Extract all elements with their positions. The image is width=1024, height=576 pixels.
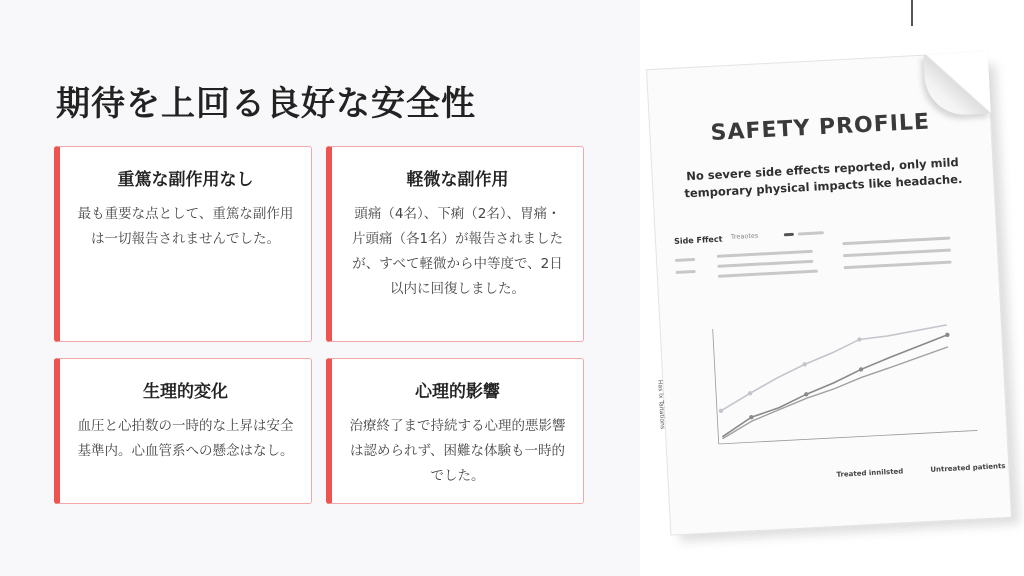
text-placeholder-line xyxy=(798,231,824,235)
card-title: 心理的影響 xyxy=(415,382,500,402)
text-placeholder-line xyxy=(784,233,794,237)
card-psychological-effects xyxy=(326,358,584,504)
card-body: 頭痛（4名）、下痢（2名）、胃痛・片頭痛（各1名）が報告されましたが、すべて軽微から中等度で、2日以内に回復しました。 xyxy=(351,206,564,297)
document-treated-label: Treaotes xyxy=(730,231,759,242)
card-body: 血圧と心拍数の一時的な上昇は安全基準内。心血管系への懸念はなし。 xyxy=(77,418,294,459)
document-side-effect-label: Side Fffect xyxy=(673,234,723,247)
safety-profile-document-illustration xyxy=(650,55,1024,545)
hanger-line xyxy=(911,0,913,26)
page-curl xyxy=(924,51,991,116)
chart-y-axis-label: Has Ix Taitations xyxy=(656,379,666,430)
chart-series-line xyxy=(718,347,952,439)
chart-legend-treated: Treated innilsted xyxy=(836,467,904,479)
text-placeholder-line xyxy=(675,258,695,262)
text-placeholder-line xyxy=(718,270,818,278)
card-title: 重篤な副作用なし xyxy=(117,170,254,190)
chart-axis-y xyxy=(713,329,719,444)
document-title: SAFETY PROFILE xyxy=(710,109,931,146)
text-placeholder-line xyxy=(843,249,951,258)
card-title: 軽微な副作用 xyxy=(406,170,509,190)
chart-axis-x xyxy=(719,430,978,444)
text-placeholder-line xyxy=(844,261,952,270)
text-placeholder-line xyxy=(676,270,696,274)
card-title: 生理的変化 xyxy=(143,382,228,402)
text-placeholder-line xyxy=(842,237,950,246)
slide-title: 期待を上回る良好な安全性 xyxy=(56,84,476,124)
text-placeholder-line xyxy=(717,260,813,268)
card-body: 最も重要な点として、重篤な副作用は一切報告されませんでした。 xyxy=(77,206,294,247)
document-subtitle: No severe side effects reported, only mild temporary physical impacts like headache. xyxy=(684,155,963,201)
card-no-severe-effects xyxy=(54,146,312,342)
chart-point xyxy=(945,333,950,338)
chart-legend-untreated: Untreated patients xyxy=(930,462,1006,474)
card-mild-side-effects xyxy=(326,146,584,342)
chart-series-line xyxy=(718,335,952,437)
chart-series-line xyxy=(717,325,951,411)
document-page xyxy=(646,51,1012,535)
card-body: 治療終了まで持続する心理的悪影響は認められず、困難な体験も一時的でした。 xyxy=(349,418,566,484)
document-line-chart-illustration xyxy=(686,305,983,470)
card-physiological-changes xyxy=(54,358,312,504)
text-placeholder-line xyxy=(717,250,813,258)
